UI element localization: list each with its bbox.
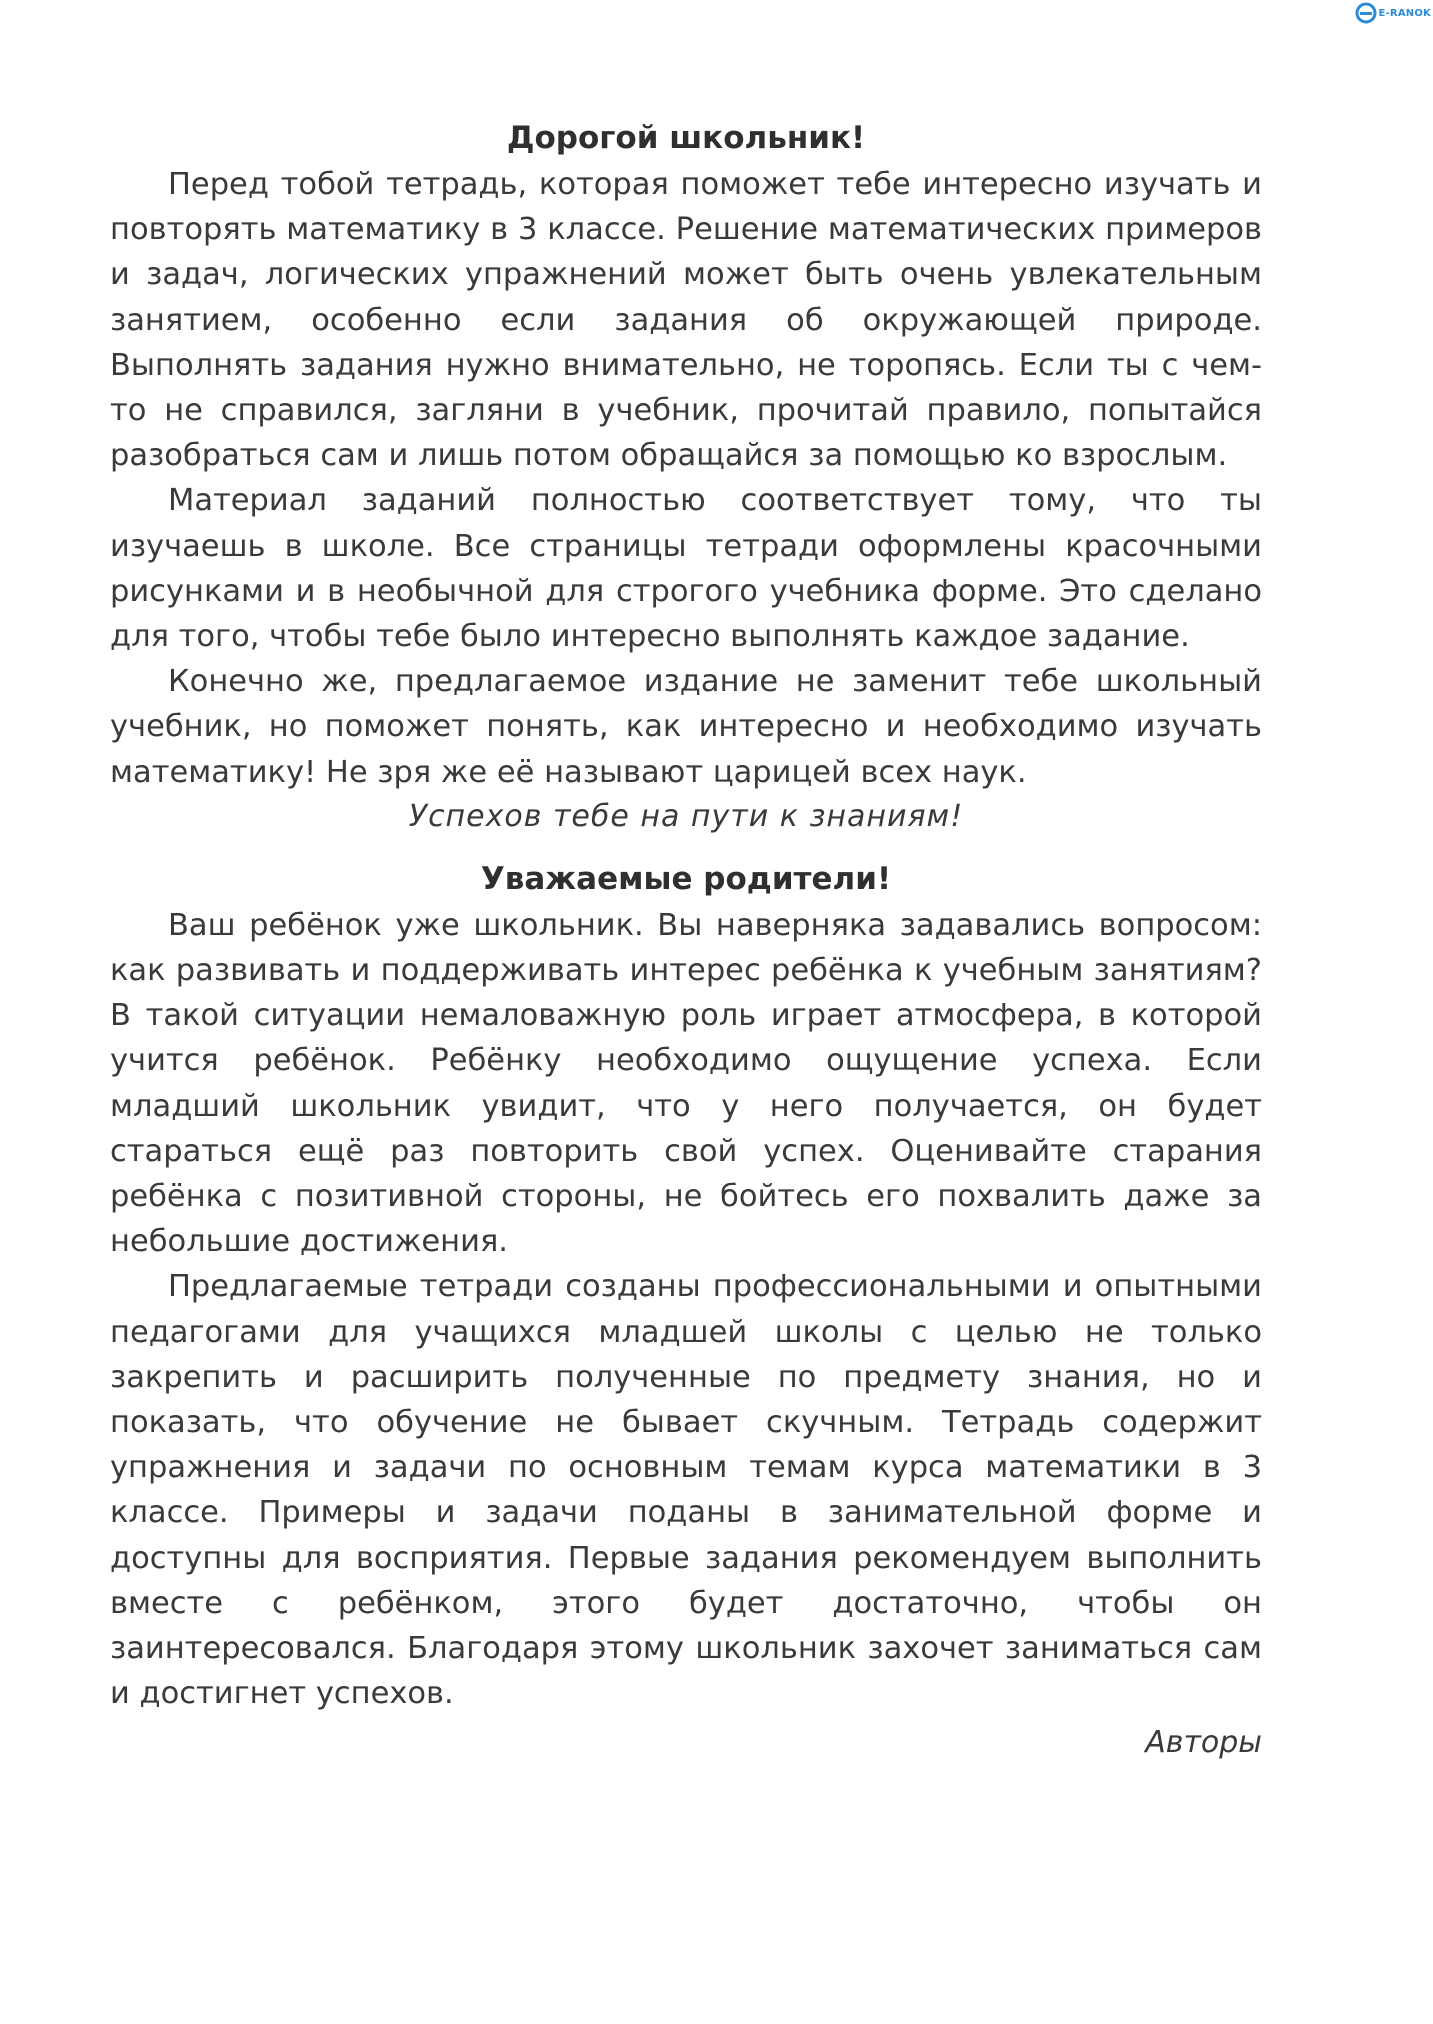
parents-paragraph-2: Предлагаемые тетради созданы профессиональными и опытными педагогами для учащихся младшей школы с целью не только закрепить и расширить полученные по предмету знания, но и показать, что обучение не бывает скучным. Тетрадь содержит упражнения и задачи по основным темам курса математики в 3 классе. Примеры и задачи поданы в занимательной форме и доступны для восприятия. Первые задания рекомендуем выполнить вместе с ребёнком, этого будет достаточно, чтобы он заинтересовался. Благодаря этому школьник захочет заниматься сам и достигнет успехов. bbox=[110, 1269, 1262, 1712]
student-paragraph-2: Материал заданий полностью соответствует тому, что ты изучаешь в школе. Все страницы тетради оформлены красочными рисунками и в необычной для строгого учебника форме. Это сделано для того, чтобы тебе было интересно выполнять каждое задание. bbox=[110, 483, 1262, 655]
parents-paragraph-1: Ваш ребёнок уже школьник. Вы наверняка задавались вопросом: как развивать и поддерживать интерес ребёнка к учебным занятиям? В такой ситуации немаловажную роль играет атмосфера, в которой учится ребёнок. Ребёнку необходимо ощущение успеха. Если младший школьник увидит, что у него получается, он будет стараться ещё раз повторить свой успех. Оценивайте старания ребёнка с позитивной стороны, не бойтесь его похвалить даже за небольшие достижения. bbox=[110, 907, 1262, 1260]
page-content bbox=[110, 118, 1262, 1765]
authors-signature: Авторы bbox=[1145, 1724, 1262, 1760]
publisher-logo-icon bbox=[1355, 2, 1377, 24]
student-paragraph-3: Конечно же, предлагаемое издание не заменит тебе школьный учебник, но поможет понять, как интересно и необходимо изучать математику! Не зря же её называют царицей всех наук. bbox=[110, 664, 1262, 790]
publisher-logo-text: E-RANOK bbox=[1378, 7, 1431, 19]
publisher-logo bbox=[1355, 2, 1431, 24]
student-paragraph-1: Перед тобой тетрадь, которая поможет тебе интересно изучать и повторять математику в 3 классе. Решение математических примеров и задач, логических упражнений может быть очень увлекательным занятием, особенно если задания об окружающей природе. Выполнять задания нужно внимательно, не торопясь. Если ты с чем-то не справился, загляни в учебник, прочитай правило, попытайся разобраться сам и лишь потом обращайся за помощью ко взрослым. bbox=[110, 167, 1262, 474]
heading-dear-parents: Уважаемые родители! bbox=[480, 860, 892, 897]
success-wish: Успехов тебе на пути к знаниям! bbox=[408, 798, 964, 834]
heading-dear-student: Дорогой школьник! bbox=[506, 120, 866, 156]
